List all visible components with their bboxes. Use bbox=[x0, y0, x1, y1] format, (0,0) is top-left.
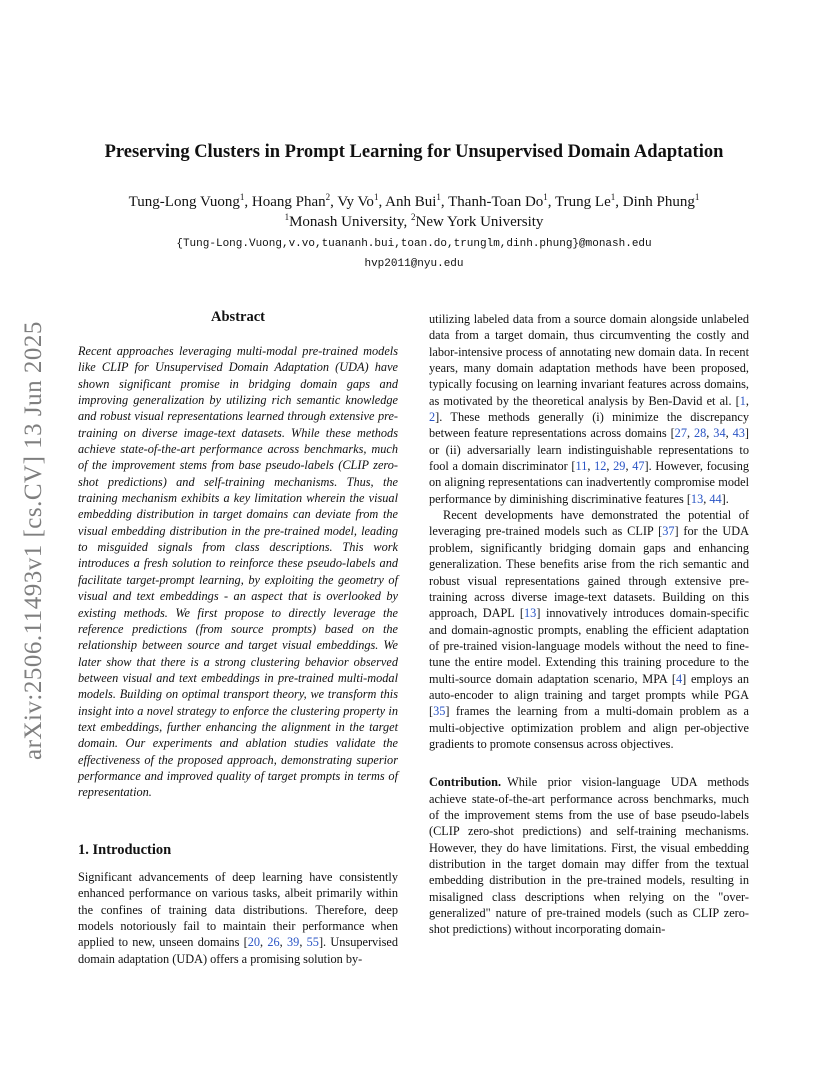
section-heading-introduction: 1. Introduction bbox=[78, 842, 172, 858]
abstract-heading: Abstract bbox=[211, 309, 265, 325]
intro-column-left bbox=[78, 869, 398, 967]
affiliation-mark: 2 bbox=[411, 212, 416, 222]
citation-link[interactable]: 2 bbox=[429, 410, 436, 425]
citation-link[interactable]: 13 bbox=[690, 491, 704, 506]
affiliation-mark: 1 bbox=[543, 192, 548, 202]
abstract-paragraph: Recent approaches leveraging multi-modal pre-trained models like CLIP for Unsupervised Domain Adaptation (UDA) have shown significant promise in bridging domain gaps and improving generalization by utilizing rich semantic knowledge and robust visual representations learned through extensive pre-training on diverse image-text datasets. While these methods achieve state-of-the-art performance across benchmarks, much of the improvement stems from base pseudo-labels (CLIP zero-shot predictions) and self-training mechanisms. Thus, the training mechanism exhibits a key limitation wherein the visual embedding distribution in target domains can deviate from the visual embedding distribution in the pre-trained model, leading to misguided signals from class descriptions. This work introduces a fresh solution to reinforce these pseudo-labels and facilitate target-prompt learning, by exploiting the geometry of visual and text embeddings - an aspect that is overlooked by existing methods. We first propose to directly leverage the reference predictions (from source prompts) based on the relationship between source and target visual embeddings. We later show that there is a strong clustering behavior observed between visual and text embeddings in pre-trained multi-modal models. Building on optimal transport theory, we transform this insight into a novel strategy to enforce the clustering property in text embeddings, further enhancing the alignment in the target domain. Our experiments and ablation studies validate the effectiveness of the proposed approach, demonstrating superior performance and improved quality of target prompts in terms of representation. bbox=[78, 344, 398, 800]
citation-link[interactable]: 4 bbox=[675, 671, 683, 686]
citation-link[interactable]: 55 bbox=[306, 935, 319, 950]
affiliation-name: Monash University bbox=[289, 214, 404, 230]
citation-link[interactable]: 29 bbox=[613, 459, 626, 474]
affiliation-mark: 1 bbox=[610, 192, 616, 202]
email-line-nyu[interactable]: hvp2011@nyu.edu bbox=[364, 258, 464, 270]
paper-title: Preserving Clusters in Prompt Learning for Unsupervised Domain Adaptation bbox=[104, 142, 724, 162]
citation-link[interactable]: 39 bbox=[287, 935, 300, 950]
citation-link[interactable]: 35 bbox=[433, 704, 446, 719]
citation-link[interactable]: 1 bbox=[739, 393, 746, 408]
affiliation-line: $^1$Monash University, $^2$New York University bbox=[284, 212, 544, 230]
author-name: Thanh-Toan Do bbox=[448, 194, 544, 210]
affiliation-mark: 1 bbox=[373, 192, 379, 202]
citation-link[interactable]: 44 bbox=[709, 491, 722, 506]
author-name: Dinh Phung bbox=[622, 194, 695, 210]
citation-link[interactable]: 26 bbox=[267, 935, 280, 950]
citation-link[interactable]: 11 bbox=[575, 459, 588, 474]
intro-paragraph-1-cont: utilizing labeled data from a source domain alongside unlabeled data from a target domain, thus circumventing the costly and labor-intensive process of annotating new domain data. In recent years, many domain adaptation methods have been proposed, typically focusing on learning invariant features across domains, as motivated by the theoretical analysis by Ben-David et al. [1, 2]. These methods generally (i) minimize the discrepancy between feature representations across domains [27, 28, 34, 43] or (ii) adversarially learn indistinguishable representations to fool a domain discriminator [11, 12, 29, 47]. However, focusing on aligning representations can inadvertently compromise model performance by diminishing discriminative features [13, 44]. bbox=[429, 312, 750, 506]
citation-link[interactable]: 37 bbox=[662, 524, 675, 539]
citation-link[interactable]: 20 bbox=[247, 935, 261, 950]
arxiv-id-text: arXiv:2506.11493v1 [cs.CV] 13 Jun 2025 bbox=[20, 321, 47, 760]
citation-link[interactable]: 34 bbox=[713, 426, 726, 441]
contribution-paragraph: Contribution. While prior vision-language UDA methods achieve state-of-the-art performance across benchmarks, much of the improvement stems from the use of base pseudo-labels (CLIP zero-shot predictions) and self-training mechanisms. However, they do have limitations. First, the visual embedding distribution in the target domain may differ from the textual embedding distribution in the pre-trained models, resulting in misaligned class descriptions when relying on the "over-generalized" nature of pre-trained models (such as CLIP zero-shot predictions) without incorporating domain- bbox=[429, 775, 749, 937]
author-list: Tung-Long Vuong$^1$, Hoang Phan$^2$, Vy Vo$^1$, Anh Bui$^1$, Thanh-Toan Do$^1$, Trung Le$^1$, Dinh Phung$^1$ bbox=[128, 192, 700, 210]
citation-link[interactable]: 13 bbox=[524, 606, 537, 621]
affiliation-mark: 1 bbox=[284, 212, 290, 222]
affiliation-mark: 1 bbox=[694, 192, 700, 202]
author-name: Vy Vo bbox=[337, 194, 374, 210]
affiliation-mark: 1 bbox=[436, 192, 441, 202]
affiliation-mark: 1 bbox=[239, 192, 245, 202]
author-name: Hoang Phan bbox=[251, 194, 326, 210]
arxiv-identifier-stamp bbox=[20, 300, 60, 760]
citation-link[interactable]: 47 bbox=[632, 459, 645, 474]
author-name: Trung Le bbox=[555, 194, 611, 210]
affiliation-mark: 2 bbox=[325, 192, 331, 202]
citation-link[interactable]: 27 bbox=[674, 426, 687, 441]
contribution-label: Contribution. bbox=[429, 775, 502, 790]
affiliation-name: New York University bbox=[415, 214, 544, 230]
intro-text-overflow: ]. Unsupervised domain adaptation (UDA) offers a promising solution by- bbox=[78, 935, 399, 966]
author-name: Anh Bui bbox=[385, 194, 437, 210]
email-line-monash[interactable]: {Tung-Long.Vuong,v.vo,tuananh.bui,toan.do,trunglm,dinh.phung}@monash.edu bbox=[176, 238, 652, 250]
intro-paragraph-2: Recent developments have demonstrated the potential of leveraging pre-trained models such as CLIP [37] for the UDA problem, significantly bridging domain gaps and enhancing generalization. These benefits arise from the rich semantic and robust visual representations gained through extensive pre-training across diverse image-text datasets. Building on this approach, DAPL [13] innovatively introduces domain-specific and domain-agnostic prompts, enabling the efficient adaptation of pre-trained vision-language models without the need to fine-tune the entire model. Extending this training procedure to the multi-source domain adaptation scenario, MPA [4] employs an auto-encoder to align training and target prompts while PGA [35] frames the learning from a multi-domain problem as a multi-objective optimization problem and align per-objective gradients to promote consensus across objectives. bbox=[429, 508, 749, 751]
citation-link[interactable]: 28 bbox=[693, 426, 707, 441]
citation-link[interactable]: 43 bbox=[732, 426, 745, 441]
intro-column-right bbox=[429, 311, 749, 938]
abstract-text bbox=[78, 343, 398, 801]
intro-paragraph-1-start: Significant advancements of deep learning have consistently enhanced performance on various tasks, albeit primarily within the confines of training data distributions. Therefore, deep models notoriously fail to maintain their performance when applied to new, unseen domains [20, 26, 39, 55]. Unsupervised domain adaptation (UDA) offers a promising solution by- bbox=[78, 870, 399, 966]
author-name: Tung-Long Vuong bbox=[128, 194, 240, 210]
citation-link[interactable]: 12 bbox=[594, 459, 607, 474]
